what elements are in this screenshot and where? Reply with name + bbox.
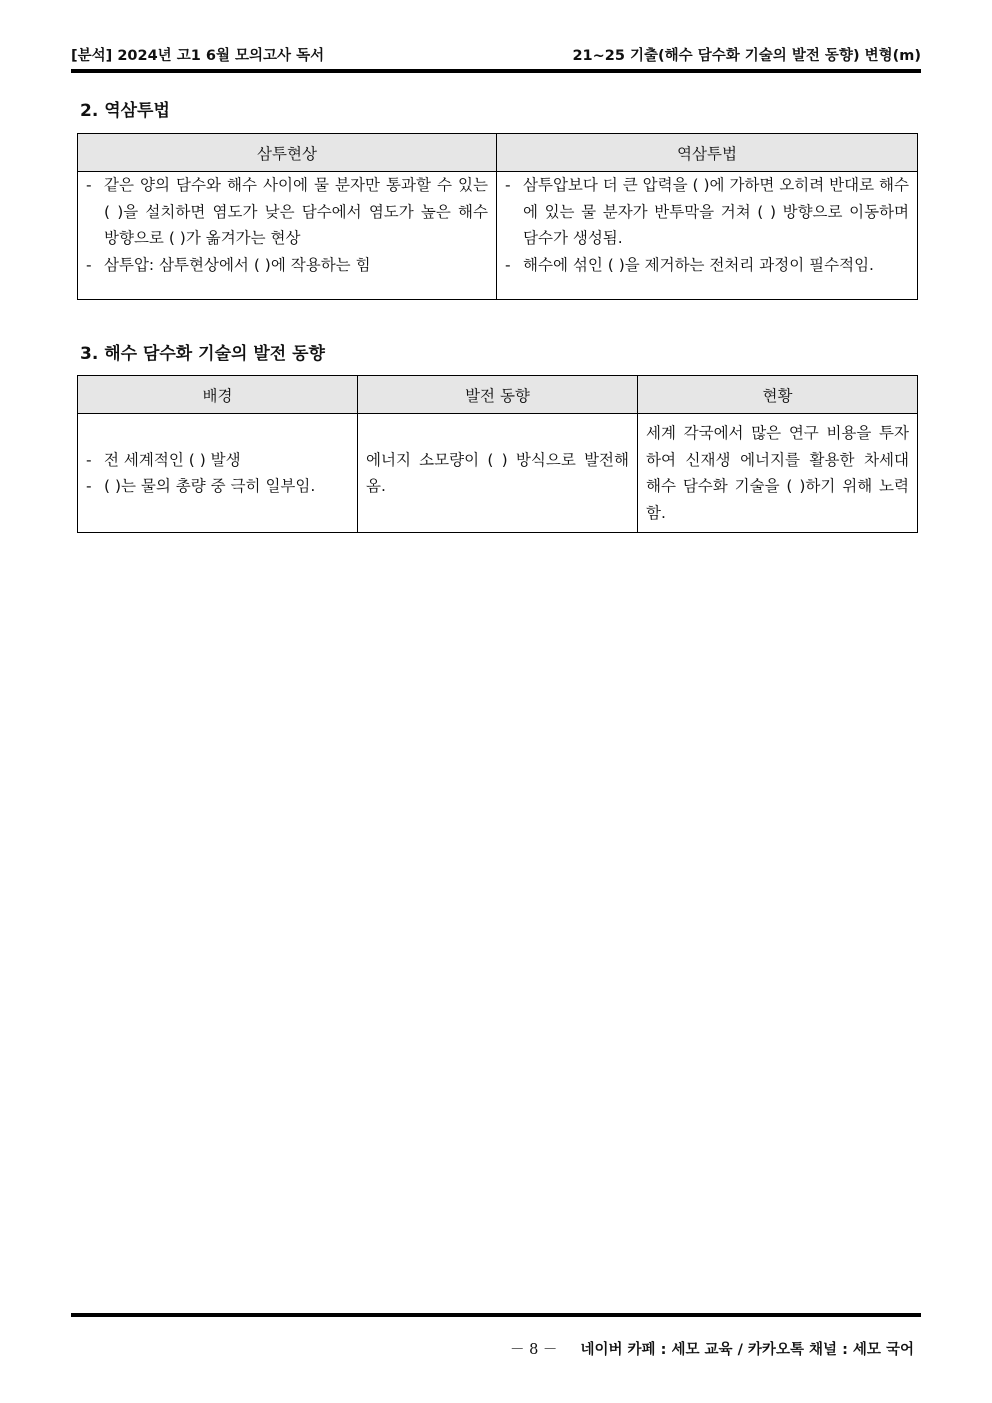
section-2-table [77, 133, 918, 300]
list-item: - 삼투압: 삼투현상에서 ( )에 작용하는 힘 [86, 252, 488, 279]
osmosis-list [86, 172, 488, 278]
table-row [78, 414, 918, 533]
list-item: - ( )는 물의 총량 중 극히 일부임. [86, 473, 349, 500]
list-item: - 삼투압보다 더 큰 압력을 ( )에 가하면 오히려 반대로 해수에 있는 물 분자가 반투막을 거쳐 ( ) 방향으로 이동하며 담수가 생성됨. [505, 172, 909, 252]
list-item: - 같은 양의 담수와 해수 사이에 물 분자만 통과할 수 있는 ( )을 설치하면 염도가 낮은 담수에서 염도가 높은 해수 방향으로 ( )가 옮겨가는 현상 [86, 172, 488, 252]
header-left-title: [분석] 2024년 고1 6월 모의고사 독서 [71, 48, 325, 64]
table-row [78, 172, 918, 300]
section-2-title: 2. 역삼투법 [80, 101, 170, 121]
trend-text: 에너지 소모량이 ( ) 방식으로 발전해옴. [366, 450, 629, 495]
trend-cell [358, 414, 638, 533]
header-right-title: 21~25 기출(해수 담수화 기술의 발전 동향) 변형(m) [572, 48, 921, 64]
section-3-title: 3. 해수 담수화 기술의 발전 동향 [80, 344, 325, 364]
reverse-osmosis-list [505, 172, 909, 278]
background-cell [78, 414, 358, 533]
column-header-status: 현황 [638, 376, 918, 414]
page-footer [510, 1338, 914, 1359]
table-header-row [78, 376, 918, 414]
list-item: - 전 세계적인 ( ) 발생 [86, 447, 349, 474]
list-item: - 해수에 섞인 ( )을 제거하는 전처리 과정이 필수적임. [505, 252, 909, 279]
status-text: 세계 각국에서 많은 연구 비용을 투자하여 신재생 에너지를 활용한 차세대 해수 담수화 기술을 ( )하기 위해 노력함. [646, 424, 909, 522]
column-header-osmosis: 삼투현상 [78, 134, 497, 172]
osmosis-cell [78, 172, 497, 300]
reverse-osmosis-cell [497, 172, 918, 300]
table-header-row [78, 134, 918, 172]
section-3-table [77, 375, 918, 533]
background-list [86, 447, 349, 500]
footer-credit: 네이버 카페 : 세모 교육 / 카카오톡 채널 : 세모 국어 [580, 1342, 914, 1358]
column-header-trend: 발전 동향 [358, 376, 638, 414]
column-header-reverse-osmosis: 역삼투법 [497, 134, 918, 172]
page-number: － 8 － [509, 1342, 558, 1358]
column-header-background: 배경 [78, 376, 358, 414]
status-cell [638, 414, 918, 533]
page-header [71, 44, 921, 66]
footer-divider [71, 1313, 921, 1317]
header-divider [71, 69, 921, 73]
